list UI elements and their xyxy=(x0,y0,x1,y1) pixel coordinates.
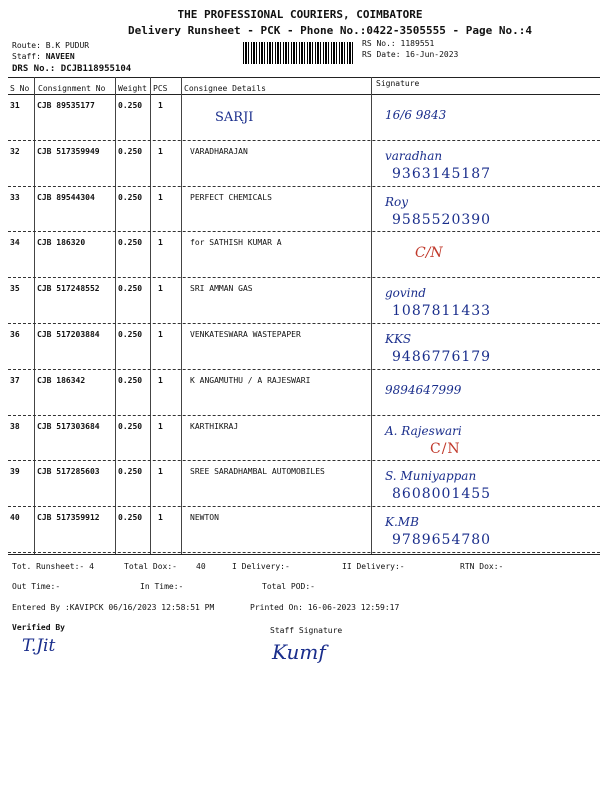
total-dox-label: Total Dox:- xyxy=(124,562,177,571)
row-sno: 39 xyxy=(10,467,20,477)
row-signature: Roy xyxy=(385,194,409,209)
row-pcs: 1 xyxy=(158,192,163,202)
row-signature: 9894647999 xyxy=(385,382,462,397)
row-weight: 0.250 xyxy=(118,238,143,248)
row-signature-detail: 8608001455 xyxy=(392,486,492,503)
row-signature: 16/6 9843 xyxy=(385,108,447,122)
runsheet-subtitle: Delivery Runsheet - PCK - Phone No.:0422-3505555 - Page No.:4 xyxy=(128,24,532,37)
row-divider xyxy=(8,231,600,232)
row-signature-detail: 9585520390 xyxy=(392,211,492,228)
row-signature: K.MB xyxy=(385,515,419,530)
row-divider xyxy=(8,140,600,141)
row-pcs: 1 xyxy=(158,330,163,339)
rtn-dox: RTN Dox:- xyxy=(460,562,504,571)
i-delivery: I Delivery:- xyxy=(232,562,290,571)
row-pcs: 1 xyxy=(158,101,163,110)
row-pcs: 1 xyxy=(158,146,163,156)
row-consignee: PERFECT CHEMICALS xyxy=(190,192,272,202)
in-time: In Time:- xyxy=(140,582,184,591)
verified-by-label: Verified By xyxy=(12,623,65,632)
rs-date-value: 16-Jun-2023 xyxy=(405,50,459,59)
row-weight: 0.250 xyxy=(118,192,143,202)
row-signature: C/N xyxy=(415,245,443,262)
row-consignment: CJB 186342 xyxy=(37,375,86,385)
row-consignee: for SATHISH KUMAR A xyxy=(190,238,282,248)
row-signature-detail: 9363145187 xyxy=(392,165,492,182)
row-signature-detail: 9486776179 xyxy=(392,349,492,365)
row-sno: 36 xyxy=(10,330,20,339)
row-sno: 40 xyxy=(10,513,20,523)
row-weight: 0.250 xyxy=(118,421,143,431)
row-divider xyxy=(8,369,600,370)
row-consignment: CJB 517359949 xyxy=(37,146,100,156)
row-signature: KKS xyxy=(385,332,412,346)
route-value: B.K PUDUR xyxy=(45,41,90,50)
route-label: Route: xyxy=(12,41,41,50)
row-pcs: 1 xyxy=(158,284,163,294)
col-header-sno: S No xyxy=(10,84,30,93)
total-dox-value: 40 xyxy=(196,562,206,571)
col-header-pcs: PCS xyxy=(153,84,168,93)
row-weight: 0.250 xyxy=(118,375,143,385)
printed-on: Printed On: 16-06-2023 12:59:17 xyxy=(250,603,400,612)
row-divider xyxy=(8,415,600,416)
row-signature: S. Muniyappan xyxy=(385,469,477,484)
row-weight: 0.250 xyxy=(118,284,143,294)
row-divider xyxy=(8,460,600,461)
row-sno: 31 xyxy=(10,101,20,110)
rs-date-label: RS Date: xyxy=(362,50,401,59)
row-consignment: CJB 517359912 xyxy=(37,513,100,523)
staff-signature: Kumf xyxy=(272,640,326,664)
row-signature-detail: C/N xyxy=(430,440,461,457)
row-divider xyxy=(8,506,600,507)
row-weight: 0.250 xyxy=(118,330,143,339)
row-sno: 35 xyxy=(10,284,20,294)
row-consignee: KARTHIKRAJ xyxy=(190,421,239,431)
row-signature-detail: 9789654780 xyxy=(392,532,492,549)
row-divider xyxy=(8,186,600,187)
company-title: THE PROFESSIONAL COURIERS, COIMBATORE xyxy=(177,8,423,21)
row-pcs: 1 xyxy=(158,421,163,431)
row-consignee: K ANGAMUTHU / A RAJESWARI xyxy=(190,375,311,385)
row-weight: 0.250 xyxy=(118,101,143,110)
row-signature: A. Rajeswari xyxy=(385,423,462,438)
row-consignee: NEWTON xyxy=(190,513,219,523)
col-header-consignment: Consignment No xyxy=(38,84,106,93)
ii-delivery: II Delivery:- xyxy=(342,562,405,571)
row-consignee: SRI AMMAN GAS xyxy=(190,284,253,294)
tot-runsheet: Tot. Runsheet:- 4 xyxy=(12,562,94,571)
row-divider xyxy=(8,277,600,278)
row-handwritten-name: SARJI xyxy=(215,110,254,125)
row-consignment: CJB 517203884 xyxy=(37,330,100,339)
staff-value: NAVEEN xyxy=(45,52,75,61)
row-consignee: SREE SARADHAMBAL AUTOMOBILES xyxy=(190,467,325,477)
row-pcs: 1 xyxy=(158,467,163,477)
out-time: Out Time:- xyxy=(12,582,61,591)
row-consignment: CJB 517303684 xyxy=(37,421,100,431)
row-sno: 33 xyxy=(10,192,20,202)
row-divider xyxy=(8,552,600,553)
entered-by: Entered By :KAVIPCK 06/16/2023 12:58:51 PM xyxy=(12,603,215,612)
drs-label: DRS No.: xyxy=(12,64,56,74)
row-pcs: 1 xyxy=(158,375,163,385)
row-sno: 38 xyxy=(10,421,20,431)
col-header-signature: Signature xyxy=(376,79,420,88)
row-weight: 0.250 xyxy=(118,467,143,477)
row-pcs: 1 xyxy=(158,513,163,523)
table-bottom-border xyxy=(8,554,600,555)
row-signature-detail: 1087811433 xyxy=(392,303,492,320)
staff-signature-label: Staff Signature xyxy=(270,626,343,635)
row-consignment: CJB 517248552 xyxy=(37,284,100,294)
row-consignment: CJB 89535177 xyxy=(37,101,95,110)
row-consignment: CJB 517285603 xyxy=(37,467,100,477)
row-sno: 37 xyxy=(10,375,20,385)
row-consignment: CJB 89544304 xyxy=(37,192,95,202)
row-consignee: VENKATESWARA WASTEPAPER xyxy=(190,330,301,339)
row-sno: 32 xyxy=(10,146,20,156)
verified-by-signature: T.Jit xyxy=(22,636,56,656)
row-consignee: VARADHARAJAN xyxy=(190,146,248,156)
drs-value: DCJB118955104 xyxy=(60,64,132,74)
col-header-weight: Weight xyxy=(118,84,147,93)
row-divider xyxy=(8,323,600,324)
col-header-consignee: Consignee Details xyxy=(184,84,266,93)
rs-no-value: 1189551 xyxy=(400,39,435,48)
row-signature: govind xyxy=(385,286,426,301)
row-signature: varadhan xyxy=(385,148,443,163)
row-weight: 0.250 xyxy=(118,513,143,523)
row-weight: 0.250 xyxy=(118,146,143,156)
staff-label: Staff: xyxy=(12,52,41,61)
rs-no-label: RS No.: xyxy=(362,39,396,48)
row-pcs: 1 xyxy=(158,238,163,248)
row-consignment: CJB 186320 xyxy=(37,238,86,248)
total-pod: Total POD:- xyxy=(262,582,315,591)
row-sno: 34 xyxy=(10,238,20,248)
